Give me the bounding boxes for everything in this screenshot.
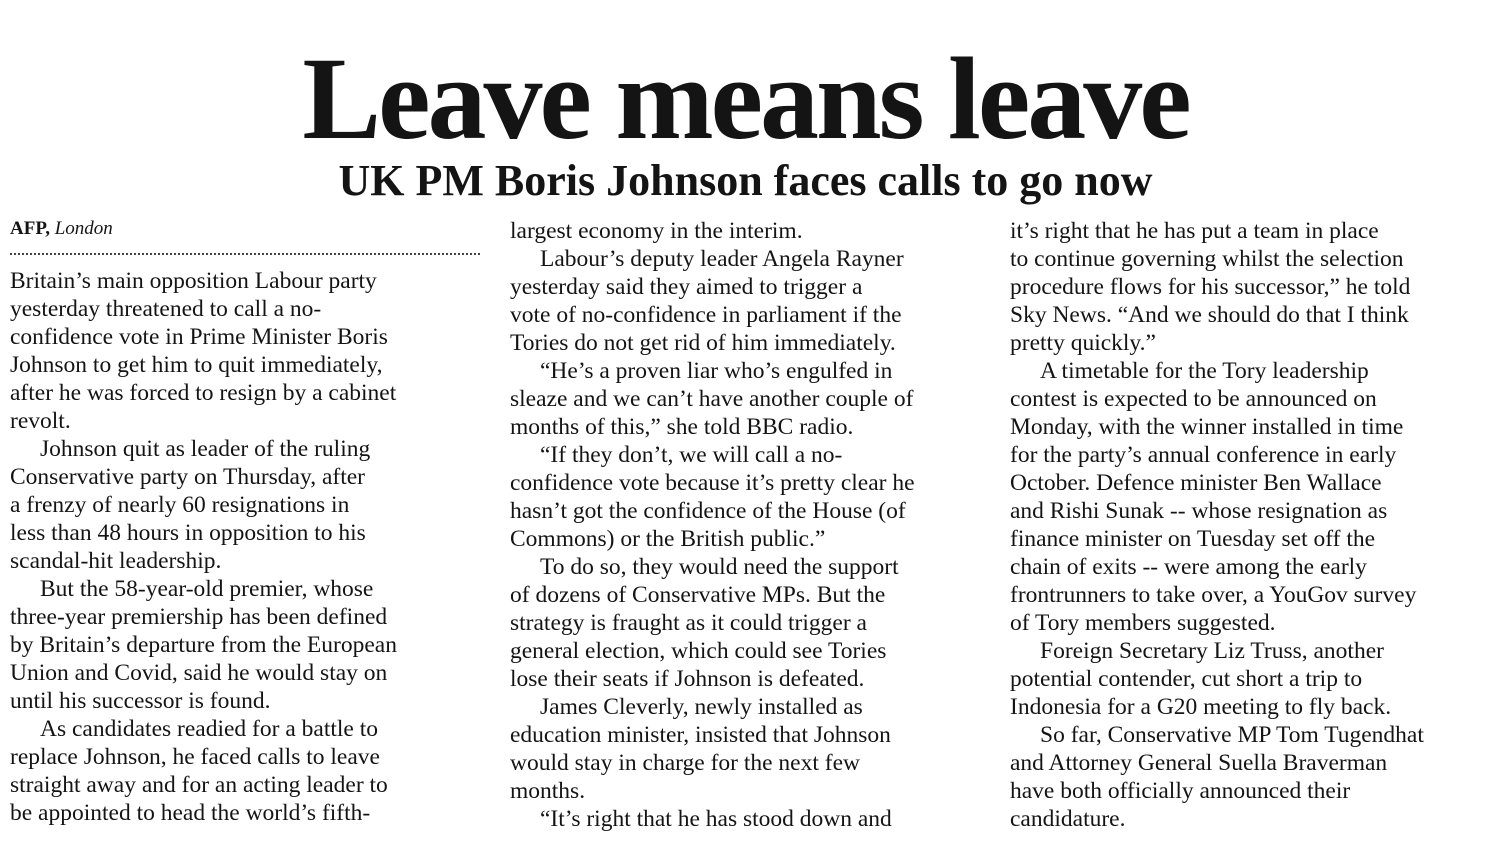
text-line: replace Johnson, he faced calls to leave bbox=[10, 744, 380, 770]
text-line: it’s right that he has put a team in place bbox=[1010, 218, 1379, 244]
text-line: yesterday said they aimed to trigger a bbox=[510, 274, 863, 300]
text-line: for the party’s annual conference in early bbox=[1010, 442, 1397, 468]
text-line: “If they don’t, we will call a no- bbox=[540, 442, 843, 468]
text-line: lose their seats if Johnson is defeated. bbox=[510, 666, 865, 692]
article-column-1 bbox=[10, 214, 488, 827]
text-line: education minister, insisted that Johnson bbox=[510, 722, 891, 748]
text-line: confidence vote in Prime Minister Boris bbox=[10, 324, 388, 350]
text-line: But the 58-year-old premier, whose bbox=[40, 576, 374, 602]
text-line: by Britain’s departure from the European bbox=[10, 632, 397, 658]
text-line: hasn’t got the confidence of the House (of bbox=[510, 498, 906, 524]
text-line: Britain’s main opposition Labour party bbox=[10, 268, 377, 294]
text-line: would stay in charge for the next few bbox=[510, 750, 860, 776]
text-line: So far, Conservative MP Tom Tugendhat bbox=[1040, 722, 1424, 748]
text-line: straight away and for an acting leader to bbox=[10, 772, 388, 798]
text-line: Indonesia for a G20 meeting to fly back. bbox=[1010, 694, 1392, 720]
text-line: strategy is fraught as it could trigger a bbox=[510, 610, 867, 636]
text-line: of dozens of Conservative MPs. But the bbox=[510, 582, 886, 608]
text-line: Conservative party on Thursday, after bbox=[10, 464, 366, 490]
text-line: potential contender, cut short a trip to bbox=[1010, 666, 1363, 692]
text-line: sleaze and we can’t have another couple of bbox=[510, 386, 914, 412]
article-column-3 bbox=[1010, 214, 1488, 833]
text-line: to continue governing whilst the selection bbox=[1010, 246, 1404, 272]
text-line: of Tory members suggested. bbox=[1010, 610, 1276, 636]
text-line: To do so, they would need the support bbox=[540, 554, 899, 580]
text-line: “It’s right that he has stood down and bbox=[540, 806, 892, 832]
column-3-body bbox=[1010, 217, 1488, 833]
text-line: confidence vote because it’s pretty clear he bbox=[510, 470, 915, 496]
article-column-2 bbox=[510, 214, 988, 833]
text-line: less than 48 hours in opposition to his bbox=[10, 520, 366, 546]
text-line: and Attorney General Suella Braverman bbox=[1010, 750, 1388, 776]
text-line: pretty quickly.” bbox=[1010, 330, 1156, 356]
byline-divider bbox=[10, 253, 480, 255]
text-line: months. bbox=[510, 778, 586, 804]
text-line: after he was forced to resign by a cabinet bbox=[10, 380, 397, 406]
text-line: and Rishi Sunak -- whose resignation as bbox=[1010, 498, 1388, 524]
headline: Leave means leave bbox=[302, 33, 1189, 164]
text-line: Monday, with the winner installed in time bbox=[1010, 414, 1404, 440]
text-line: revolt. bbox=[10, 408, 71, 434]
text-line: Johnson quit as leader of the ruling bbox=[40, 436, 371, 462]
text-line: procedure flows for his successor,” he told bbox=[1010, 274, 1411, 300]
text-line: chain of exits -- were among the early bbox=[1010, 554, 1367, 580]
byline-agency: AFP, bbox=[10, 218, 50, 239]
text-line: candidature. bbox=[1010, 806, 1126, 832]
byline bbox=[10, 214, 488, 244]
column-1-body bbox=[10, 267, 488, 827]
text-line: Sky News. “And we should do that I think bbox=[1010, 302, 1409, 328]
text-line: three-year premiership has been defined bbox=[10, 604, 388, 630]
text-line: Commons) or the British public.” bbox=[510, 526, 826, 552]
text-line: yesterday threatened to call a no- bbox=[10, 296, 322, 322]
text-line: have both officially announced their bbox=[1010, 778, 1351, 804]
text-line: Johnson to get him to quit immediately, bbox=[10, 352, 383, 378]
text-line: James Cleverly, newly installed as bbox=[540, 694, 863, 720]
text-line: Tories do not get rid of him immediately. bbox=[510, 330, 896, 356]
text-line: a frenzy of nearly 60 resignations in bbox=[10, 492, 350, 518]
text-line: general election, which could see Tories bbox=[510, 638, 887, 664]
text-line: finance minister on Tuesday set off the bbox=[1010, 526, 1376, 552]
column-2-body bbox=[510, 217, 988, 833]
text-line: Labour’s deputy leader Angela Rayner bbox=[540, 246, 904, 272]
subheadline: UK PM Boris Johnson faces calls to go now bbox=[338, 156, 1153, 205]
text-line: As candidates readied for a battle to bbox=[40, 716, 378, 742]
text-line: largest economy in the interim. bbox=[510, 218, 803, 244]
text-line: October. Defence minister Ben Wallace bbox=[1010, 470, 1382, 496]
text-line: A timetable for the Tory leadership bbox=[1040, 358, 1369, 384]
text-line: scandal-hit leadership. bbox=[10, 548, 222, 574]
byline-place: London bbox=[54, 218, 113, 239]
text-line: frontrunners to take over, a YouGov survey bbox=[1010, 582, 1417, 608]
text-line: until his successor is found. bbox=[10, 688, 271, 714]
text-line: “He’s a proven liar who’s engulfed in bbox=[540, 358, 893, 384]
text-line: contest is expected to be announced on bbox=[1010, 386, 1377, 412]
text-line: be appointed to head the world’s fifth- bbox=[10, 800, 371, 826]
text-line: months of this,” she told BBC radio. bbox=[510, 414, 854, 440]
text-line: Foreign Secretary Liz Truss, another bbox=[1040, 638, 1384, 664]
text-line: Union and Covid, said he would stay on bbox=[10, 660, 388, 686]
text-line: vote of no-confidence in parliament if the bbox=[510, 302, 902, 328]
